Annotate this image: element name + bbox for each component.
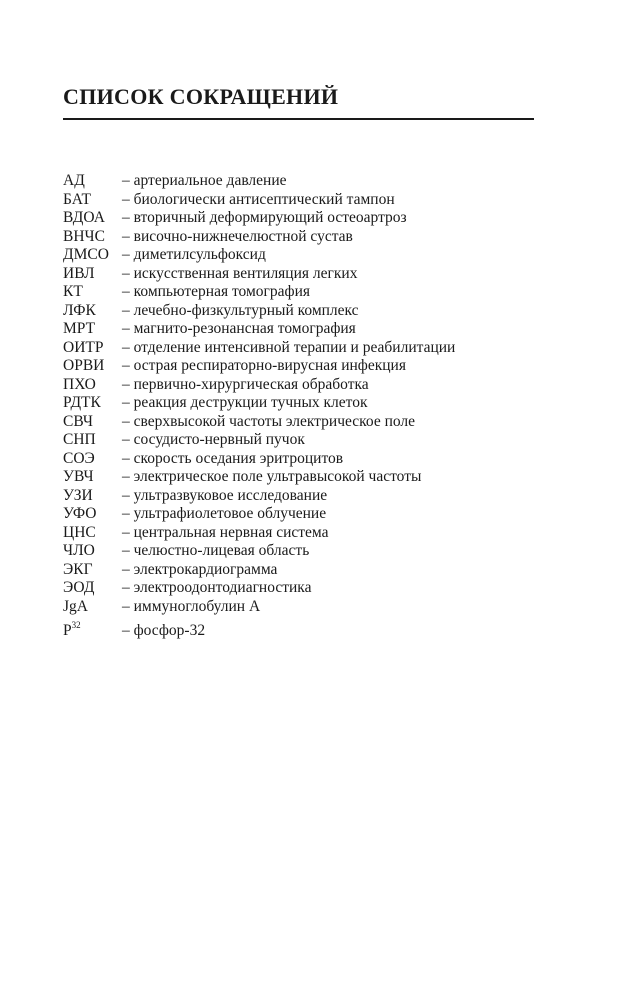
abbreviation: СНП xyxy=(63,431,96,448)
list-item xyxy=(63,191,543,210)
list-item xyxy=(63,487,543,506)
definition: – скорость оседания эритроцитов xyxy=(122,449,344,467)
abbreviation: УФО xyxy=(63,505,97,522)
definition: – сверхвысокой частоты электрическое поле xyxy=(122,412,416,430)
abbreviation: ВДОА xyxy=(63,209,105,226)
list-item xyxy=(63,542,543,561)
list-item xyxy=(63,357,543,376)
list-item xyxy=(63,265,543,284)
definition: – электрокардиограмма xyxy=(122,560,278,578)
page-title: СПИСОК СОКРАЩЕНИЙ xyxy=(63,84,339,109)
abbreviation-base: P xyxy=(63,622,72,639)
definition: – фосфор-32 xyxy=(122,622,206,639)
definition: – компьютерная томография xyxy=(122,283,310,300)
list-item xyxy=(63,302,543,321)
abbreviation: БАТ xyxy=(63,190,91,208)
list-item xyxy=(63,209,543,228)
abbreviation-superscript: 32 xyxy=(71,620,81,630)
list-item xyxy=(63,505,543,524)
abbreviation-list xyxy=(63,172,543,641)
list-item xyxy=(63,172,543,191)
abbreviation: ЭОД xyxy=(63,579,95,596)
title-divider xyxy=(63,118,534,120)
list-item xyxy=(63,228,543,247)
list-item xyxy=(63,413,543,432)
definition: – ультрафиолетовое облучение xyxy=(122,505,327,522)
definition: – иммуноглобулин А xyxy=(122,597,261,615)
list-item xyxy=(63,598,543,617)
definition: – ультразвуковое исследование xyxy=(122,486,328,504)
abbreviation: АД xyxy=(63,172,85,189)
list-item xyxy=(63,524,543,543)
abbreviation: КТ xyxy=(63,283,83,300)
definition: – сосудисто-нервный пучок xyxy=(122,431,305,448)
abbreviation: ЦНС xyxy=(63,523,96,541)
definition: – челюстно-лицевая область xyxy=(122,542,310,559)
list-item xyxy=(63,468,543,487)
abbreviation: ОИТР xyxy=(63,338,104,356)
definition: – артериальное давление xyxy=(122,172,287,189)
definition: – электрическое поле ультравысокой частоты xyxy=(122,468,422,485)
abbreviation: МРТ xyxy=(63,320,96,337)
abbreviation: JgA xyxy=(63,597,88,615)
list-item xyxy=(63,622,543,641)
abbreviation: ИВЛ xyxy=(63,264,95,282)
definition: – первично-хирургическая обработка xyxy=(122,375,369,393)
definition: – диметилсульфоксид xyxy=(122,246,266,263)
abbreviation: ВНЧС xyxy=(63,227,105,245)
abbreviation: ЧЛО xyxy=(63,542,95,559)
definition: – лечебно-физкультурный комплекс xyxy=(122,301,359,319)
abbreviation: УВЧ xyxy=(63,468,94,485)
abbreviation: ДМСО xyxy=(63,246,109,263)
list-item xyxy=(63,320,543,339)
abbreviation: ПХО xyxy=(63,375,96,393)
definition: – центральная нервная система xyxy=(122,523,329,541)
definition: – искусственная вентиляция легких xyxy=(122,264,358,282)
definition: – реакция деструкции тучных клеток xyxy=(122,394,368,411)
list-item xyxy=(63,376,543,395)
abbreviation: ОРВИ xyxy=(63,357,105,374)
abbreviation: РДТК xyxy=(63,394,101,411)
abbreviation: СВЧ xyxy=(63,412,93,430)
list-item xyxy=(63,339,543,358)
definition: – вторичный деформирующий остеоартроз xyxy=(122,209,407,226)
abbreviation: УЗИ xyxy=(63,486,93,504)
definition: – магнито-резонансная томография xyxy=(122,320,356,337)
list-item xyxy=(63,450,543,469)
list-item xyxy=(63,246,543,265)
definition: – электроодонтодиагностика xyxy=(122,579,312,596)
list-item xyxy=(63,283,543,302)
definition: – височно-нижнечелюстной сустав xyxy=(122,227,353,245)
abbreviation: СОЭ xyxy=(63,449,95,467)
list-item xyxy=(63,431,543,450)
list-item xyxy=(63,579,543,598)
definition: – биологически антисептический тампон xyxy=(122,190,395,208)
abbreviation: ЭКГ xyxy=(63,560,93,578)
list-item xyxy=(63,561,543,580)
list-item xyxy=(63,394,543,413)
abbreviation: ЛФК xyxy=(63,301,96,319)
definition: – отделение интенсивной терапии и реабилитации xyxy=(122,338,456,356)
definition: – острая респираторно-вирусная инфекция xyxy=(122,357,406,374)
abbreviation xyxy=(63,622,81,641)
